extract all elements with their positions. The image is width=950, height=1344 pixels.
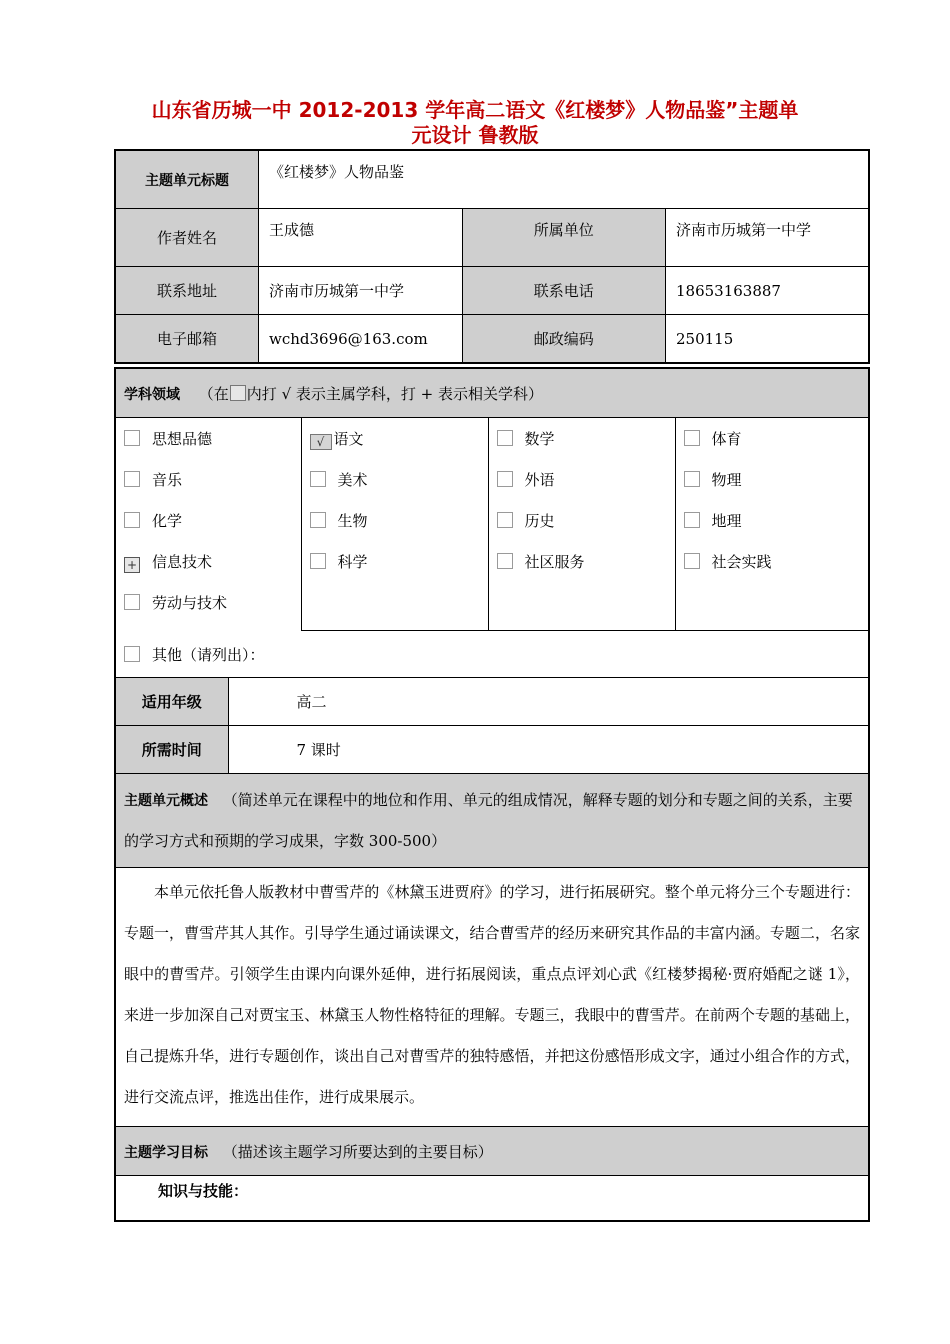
postcode-label: 邮政编码 <box>462 315 666 364</box>
checkbox-sample-icon <box>230 385 246 401</box>
checkbox-icon[interactable] <box>684 430 700 446</box>
checkbox-icon[interactable] <box>497 512 513 528</box>
goal-label: 主题学习目标 <box>124 1144 208 1161</box>
grade-value: 高二 <box>228 678 869 726</box>
subject-item[interactable]: 数学 <box>497 424 675 465</box>
checkbox-icon[interactable] <box>124 594 140 610</box>
checkbox-icon[interactable] <box>497 430 513 446</box>
subject-item[interactable]: 历史 <box>497 506 675 547</box>
subject-column-4 <box>675 418 869 631</box>
subject-item[interactable]: 物理 <box>684 465 869 506</box>
overview-body: 本单元依托鲁人版教材中曹雪芹的《林黛玉进贾府》的学习，进行拓展研究。整个单元将分三个专题进行：专题一，曹雪芹其人其作。引导学生通过诵读课文，结合曹雪芹的经历来研究其作品的丰富内涵。专题二，名家眼中的曹雪芹。引领学生由课内向课外延伸，进行拓展阅读，重点点评刘心武《红楼梦揭秘·贾府婚配之谜 1》，来进一步加深自己对贾宝玉、林黛玉人物性格特征的理解。专题三，我眼中的曹雪芹。在前两个专题的基础上，自己提炼升华，进行专题创作，谈出自己对曹雪芹的独特感悟，并把这份感悟形成文字，通过小组合作的方式，进行交流点评，推选出佳作，进行成果展示。 <box>115 868 869 1127</box>
subject-note-post: 内打 √ 表示主属学科，打 + 表示相关学科） <box>246 384 543 403</box>
info-table <box>114 149 870 364</box>
time-label: 所需时间 <box>115 726 228 774</box>
subject-item[interactable]: 生物 <box>310 506 488 547</box>
time-value: 7 课时 <box>228 726 869 774</box>
checkbox-icon[interactable] <box>684 471 700 487</box>
goal-header <box>115 1127 869 1176</box>
checkbox-icon[interactable] <box>124 430 140 446</box>
checkbox-icon[interactable] <box>310 471 326 487</box>
subject-item[interactable]: 社区服务 <box>497 547 675 588</box>
checkbox-icon[interactable] <box>310 512 326 528</box>
subject-item[interactable]: 体育 <box>684 424 869 465</box>
postcode-value: 250115 <box>666 315 870 364</box>
checkbox-icon[interactable] <box>497 553 513 569</box>
unit-value: 济南市历城第一中学 <box>666 209 870 267</box>
checkbox-icon[interactable] <box>310 553 326 569</box>
checkbox-icon[interactable] <box>497 471 513 487</box>
checkbox-icon[interactable] <box>124 512 140 528</box>
subject-item[interactable]: 音乐 <box>124 465 301 506</box>
subject-item[interactable]: 劳动与技术 <box>124 588 301 629</box>
overview-label: 主题单元概述 <box>124 793 208 809</box>
subject-label: 学科领域 <box>124 386 180 403</box>
checkbox-checked-icon[interactable]: √ <box>310 434 332 450</box>
subject-header <box>115 368 869 418</box>
document-title <box>110 98 840 148</box>
subject-item[interactable]: 科学 <box>310 547 488 588</box>
phone-label: 联系电话 <box>462 267 666 315</box>
subject-item[interactable]: 美术 <box>310 465 488 506</box>
theme-label: 主题单元标题 <box>115 150 259 209</box>
title-line-1: 山东省历城一中 2012-2013 学年高二语文《红楼梦》人物品鉴”主题单 <box>151 98 799 122</box>
goal-hint: （描述该主题学习所要达到的主要目标） <box>222 1142 493 1161</box>
checkbox-icon[interactable] <box>684 512 700 528</box>
subject-item[interactable]: + 信息技术 <box>124 547 301 588</box>
checkbox-icon[interactable] <box>124 471 140 487</box>
subject-note-pre: （在 <box>198 384 229 403</box>
phone-value: 18653163887 <box>666 267 870 315</box>
grade-label: 适用年级 <box>115 678 228 726</box>
subject-item[interactable]: 社会实践 <box>684 547 869 588</box>
subject-item[interactable]: √ 语文 <box>310 424 488 465</box>
checkbox-icon[interactable] <box>124 646 140 662</box>
subject-column-2 <box>301 418 488 631</box>
unit-label: 所属单位 <box>462 209 666 267</box>
subject-column-1 <box>115 418 301 631</box>
email-label: 电子邮箱 <box>115 315 259 364</box>
email-value: wchd3696@163.com <box>259 315 463 364</box>
subject-item[interactable]: 地理 <box>684 506 869 547</box>
subject-item[interactable]: 外语 <box>497 465 675 506</box>
subject-column-3 <box>488 418 675 631</box>
knowledge-label: 知识与技能： <box>115 1176 869 1222</box>
author-label: 作者姓名 <box>115 209 259 267</box>
checkbox-plus-icon[interactable]: + <box>124 557 140 573</box>
checkbox-icon[interactable] <box>684 553 700 569</box>
theme-value: 《红楼梦》人物品鉴 <box>259 150 870 209</box>
overview-header <box>115 774 869 868</box>
main-table <box>114 367 870 1222</box>
subject-other[interactable]: 其他（请列出）： <box>115 631 869 678</box>
title-line-2: 元设计 鲁教版 <box>411 123 539 147</box>
subject-item[interactable]: 思想品德 <box>124 424 301 465</box>
overview-hint: （简述单元在课程中的地位和作用、单元的组成情况，解释专题的划分和专题之间的关系，主要的学习方式和预期的学习成果，字数 300-500） <box>124 791 853 850</box>
subject-item[interactable]: 化学 <box>124 506 301 547</box>
address-value: 济南市历城第一中学 <box>259 267 463 315</box>
author-value: 王成德 <box>259 209 463 267</box>
address-label: 联系地址 <box>115 267 259 315</box>
